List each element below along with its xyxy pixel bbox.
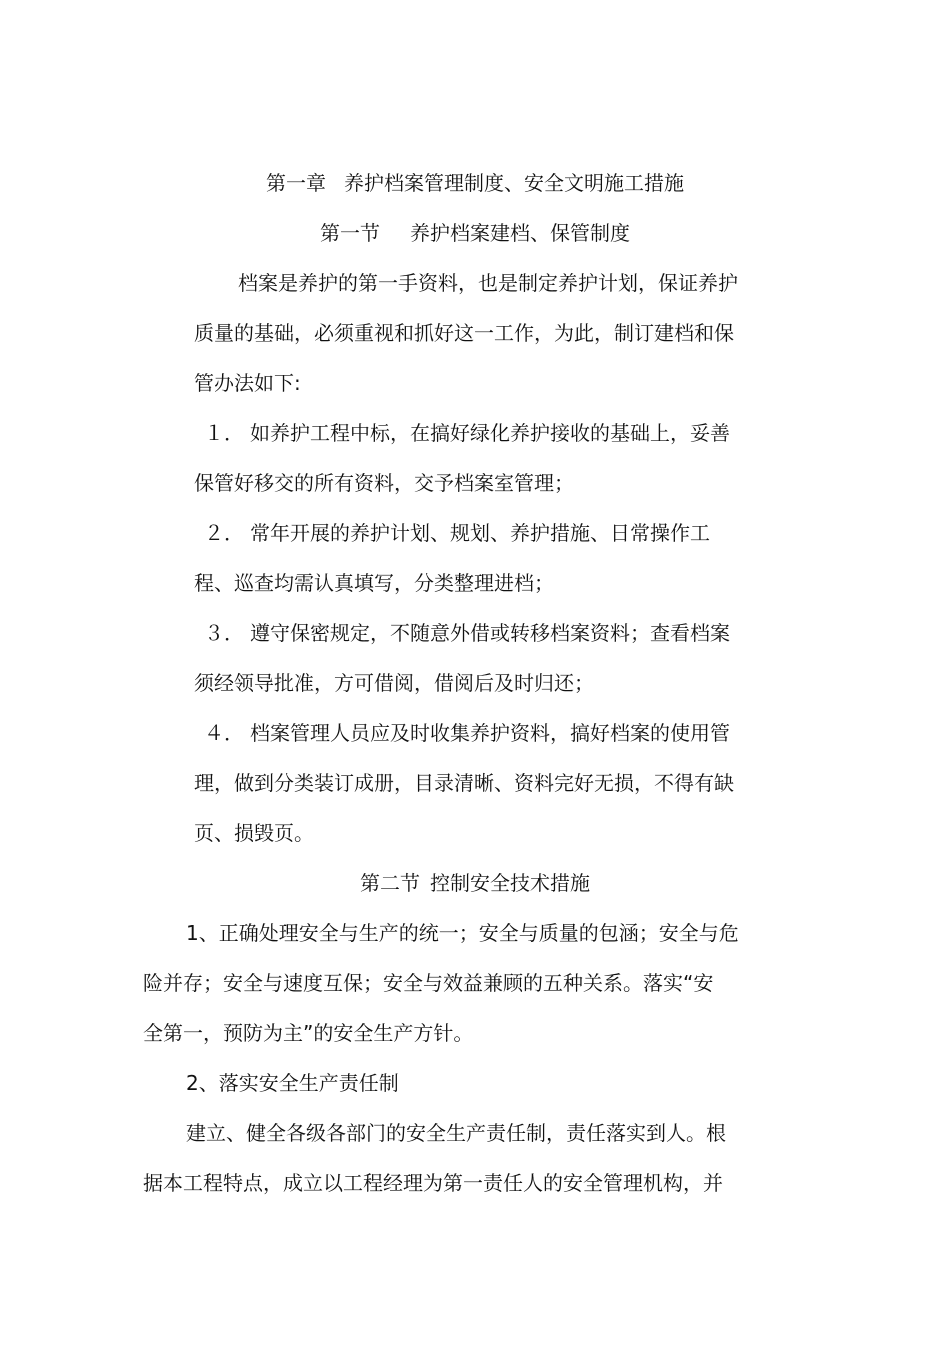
item-3-line-1 bbox=[204, 621, 730, 645]
chapter-label: 第一章 bbox=[266, 171, 326, 195]
item-4-line-2: 理，做到分类装订成册，目录清晰、资料完好无损，不得有缺 bbox=[194, 771, 734, 795]
s2-p3-line-2: 据本工程特点，成立以工程经理为第一责任人的安全管理机构，并 bbox=[143, 1171, 723, 1195]
intro-line-1: 档案是养护的第一手资料，也是制定养护计划，保证养护 bbox=[238, 271, 738, 295]
intro-line-2: 质量的基础，必须重视和抓好这一工作，为此，制订建档和保 bbox=[194, 321, 734, 345]
section1-heading bbox=[0, 221, 950, 245]
item-3-text: 遵守保密规定，不随意外借或转移档案资料；查看档案 bbox=[250, 621, 730, 645]
item-4-text: 档案管理人员应及时收集养护资料，搞好档案的使用管 bbox=[250, 721, 730, 745]
section2-label: 第二节 bbox=[360, 871, 420, 895]
s2-subheading: 2、落实安全生产责任制 bbox=[186, 1071, 399, 1095]
item-2-line-1 bbox=[204, 521, 710, 545]
item-4-number: ４． bbox=[204, 721, 244, 745]
item-4-line-3: 页、损毁页。 bbox=[194, 821, 314, 845]
section2-title: 控制安全技术措施 bbox=[430, 871, 590, 895]
s2-p1-line-1: 1、正确处理安全与生产的统一；安全与质量的包涵；安全与危 bbox=[186, 921, 739, 945]
s2-p1-line-2: 险并存；安全与速度互保；安全与效益兼顾的五种关系。落实“安 bbox=[143, 971, 714, 995]
item-1-line-1 bbox=[204, 421, 730, 445]
item-3-number: ３． bbox=[204, 621, 244, 645]
section2-heading bbox=[0, 871, 950, 895]
section1-title: 养护档案建档、保管制度 bbox=[410, 221, 630, 245]
item-1-number: １． bbox=[204, 421, 244, 445]
item-1-text: 如养护工程中标，在搞好绿化养护接收的基础上，妥善 bbox=[250, 421, 730, 445]
chapter-heading bbox=[0, 171, 950, 195]
chapter-title: 养护档案管理制度、安全文明施工措施 bbox=[344, 171, 684, 195]
item-4-line-1 bbox=[204, 721, 730, 745]
section1-label: 第一节 bbox=[320, 221, 380, 245]
item-1-line-2: 保管好移交的所有资料，交予档案室管理； bbox=[194, 471, 574, 495]
item-2-number: ２． bbox=[204, 521, 244, 545]
s2-p3-line-1: 建立、健全各级各部门的安全生产责任制，责任落实到人。根 bbox=[186, 1121, 726, 1145]
s2-p1-line-3: 全第一，预防为主”的安全生产方针。 bbox=[143, 1021, 474, 1045]
item-2-line-2: 程、巡查均需认真填写，分类整理进档； bbox=[194, 571, 554, 595]
item-3-line-2: 须经领导批准，方可借阅，借阅后及时归还； bbox=[194, 671, 594, 695]
intro-line-3: 管办法如下: bbox=[194, 371, 301, 395]
item-2-text: 常年开展的养护计划、规划、养护措施、日常操作工 bbox=[250, 521, 710, 545]
